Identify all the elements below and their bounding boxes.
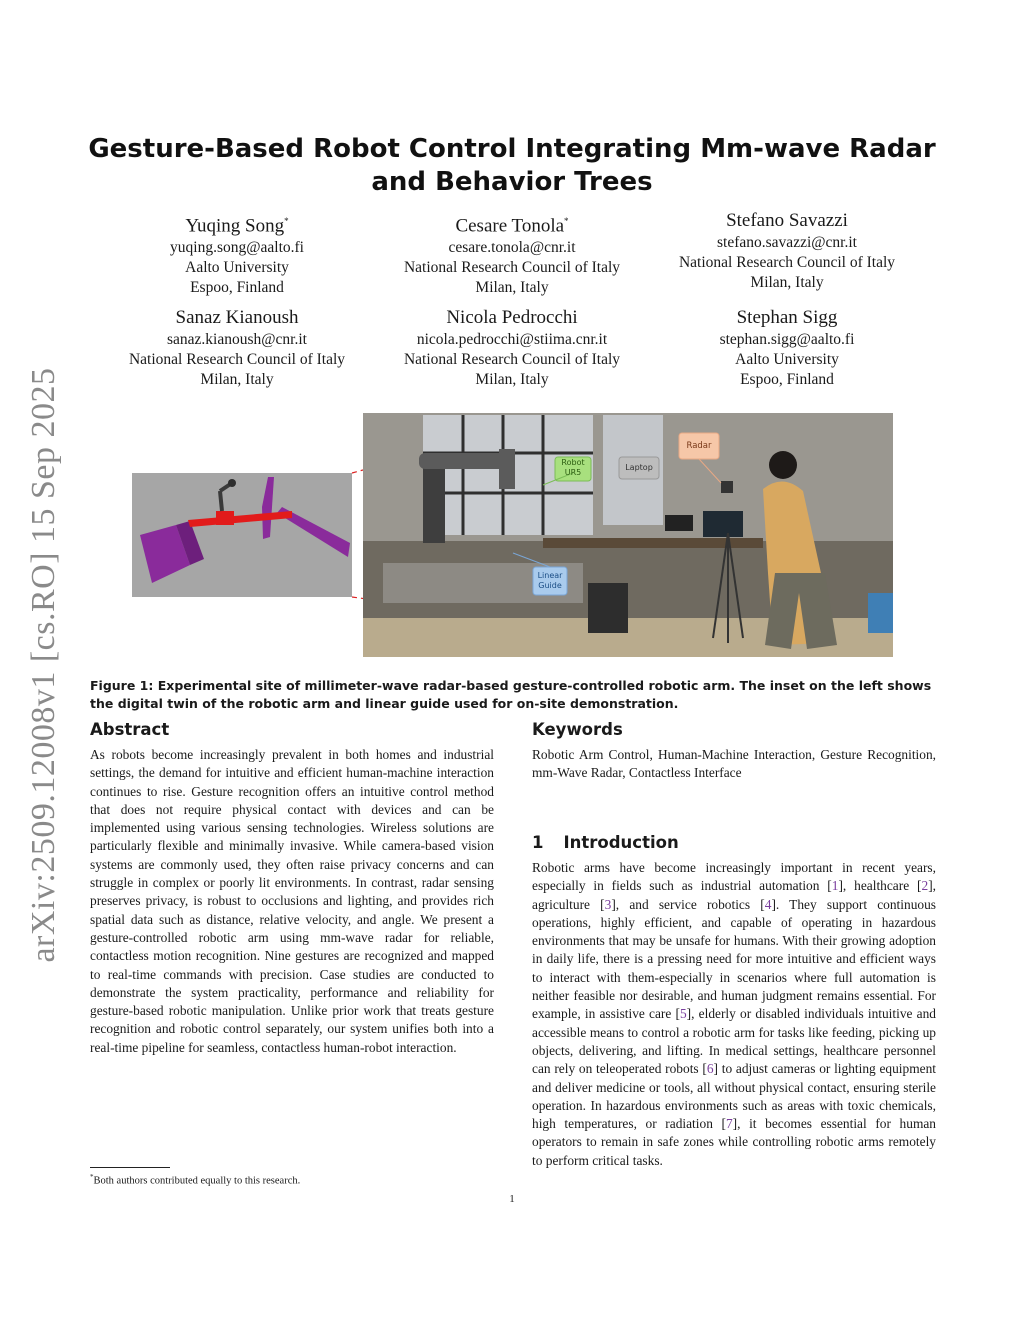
figure-caption: Figure 1: Experimental site of millimeter-wave radar-based gesture-controlled robotic arm. The inset on the left shows the digital twin of the robotic arm and linear guide used for on-site demonstration. — [90, 678, 932, 711]
paper-title: Gesture-Based Robot Control Integrating Mm-wave Radar and Behavior Trees — [88, 134, 936, 197]
introduction-heading — [532, 832, 679, 854]
author-location: Espoo, Finland — [190, 279, 284, 297]
label-linear-guide: Linear Guide — [537, 571, 563, 590]
author-name: Cesare Tonola — [455, 215, 565, 237]
author-affiliation: National Research Council of Italy — [403, 351, 621, 368]
author-email: yuqing.song@aalto.fi — [170, 239, 304, 257]
author-affiliation: Aalto University — [735, 351, 839, 368]
author-affiliation: National Research Council of Italy — [128, 351, 346, 368]
citation-link[interactable]: 1 — [831, 878, 839, 894]
footnote — [90, 1173, 300, 1187]
label-laptop: Laptop — [625, 463, 653, 472]
label-robot-ur5: Robot UR5 — [561, 458, 585, 477]
label-radar: Radar — [686, 441, 712, 451]
author-affiliation: Aalto University — [185, 259, 289, 277]
abstract-text: As robots become increasingly prevalent in both homes and industrial settings, the demand for intuitive and efficient human-machine interaction continues to rise. Gesture recognition offers an intuitive control method that does not require physical contact with devices and can be implemented using various sensing technologies. Wireless solutions are particularly flexible and minimally invasive. While camera-based vision systems are commonly used, they often raise privacy concerns and can struggle in complex or poorly lit environments. In contrast, radar sensing preserves privacy, is robust to occlusions and lighting, and provides rich spatial data such as distance, relative velocity, and angle. We present a gesture-controlled robotic arm using mm-wave radar for reliable, contactless motion recognition. Nine gestures are recognized and mapped to real-time commands with precision. Case studies are conducted to demonstrate the system practicality, performance and reliability for gesture-based robotic manipulation. Unlike prior work that treats gesture recognition and robotic control separately, our system unifies both into a real-time pipeline for seamless, contactless human-robot interaction. — [90, 747, 494, 1055]
author-location: Espoo, Finland — [740, 371, 834, 388]
author-email: stefano.savazzi@cnr.it — [717, 234, 857, 251]
lab-photo — [363, 413, 893, 657]
page-number: 1 — [509, 1193, 515, 1205]
footnote-rule — [90, 1167, 170, 1168]
citation-link[interactable]: 3 — [604, 896, 612, 912]
author-email: nicola.pedrocchi@stiima.cnr.it — [416, 331, 608, 348]
author-location: Milan, Italy — [200, 371, 274, 388]
author-name: Sanaz Kianoush — [175, 307, 299, 328]
author-email: cesare.tonola@cnr.it — [448, 239, 576, 257]
citation-link[interactable]: 4 — [764, 896, 772, 912]
arxiv-identifier: arXiv:2509.12008v1 [cs.RO] 15 Sep 2025 — [25, 367, 62, 963]
author-name: Yuqing Song — [185, 215, 285, 237]
author-location: Milan, Italy — [475, 371, 549, 388]
keywords-heading: Keywords — [532, 720, 623, 739]
author-email: sanaz.kianoush@cnr.it — [167, 331, 307, 348]
citation-link[interactable]: 2 — [921, 878, 929, 894]
author-name: Stefano Savazzi — [726, 210, 848, 231]
equal-contribution-mark: * — [564, 216, 569, 226]
author-email: stephan.sigg@aalto.fi — [719, 331, 855, 348]
footnote-text: Both authors contributed equally to this research. — [93, 1175, 301, 1187]
equal-contribution-mark: * — [284, 216, 289, 226]
author-affiliation: National Research Council of Italy — [678, 254, 896, 271]
author-name: Nicola Pedrocchi — [446, 307, 578, 328]
author-affiliation: National Research Council of Italy — [403, 259, 621, 277]
introduction-text: Robotic arms have become increasingly important in recent years, especially in fields such as industrial automation [1], healthcare [2], agriculture [3], and service robotics [4]. They support continuous operations, highly efficient, and capable of operating in hazardous environments that may be unsafe for humans. With their growing adoption in daily life, there is a pressing need for more intuitive and efficient ways to interact with them-especially in scenarios where full automation is neither feasible nor desirable, and human judgment remains essential. For example, in assistive care [5], elderly or disabled individuals intuitive and accessible means to control a robotic arm for tasks like feeding, picking up objects, delivering, and lifting. In medical settings, healthcare personnel can rely on teleoperated robots [6] to adjust cameras or lighting equipment and deliver medicine or tools, all without physical contact, ensuring sterile operation. In hazardous environments such as areas with toxic chemicals, high temperatures, or radiation [7], it becomes essential for human operators to remain in safe zones while controlling robotic arms remotely to perform critical tasks. — [532, 860, 936, 1168]
section-number: 1 — [532, 833, 544, 852]
citation-link[interactable]: 5 — [679, 1006, 687, 1022]
abstract-heading: Abstract — [90, 720, 170, 739]
citation-link[interactable]: 7 — [725, 1116, 733, 1132]
author-name: Stephan Sigg — [736, 307, 838, 328]
section-title: Introduction — [563, 833, 679, 852]
author-location: Milan, Italy — [475, 279, 549, 297]
footnote-mark: * — [90, 1173, 94, 1181]
author-location: Milan, Italy — [750, 274, 824, 291]
keywords-text: Robotic Arm Control, Human-Machine Interaction, Gesture Recognition, mm-Wave Radar, Contactless Interface — [532, 747, 936, 781]
digital-twin-image — [132, 473, 352, 597]
citation-link[interactable]: 6 — [706, 1061, 714, 1077]
